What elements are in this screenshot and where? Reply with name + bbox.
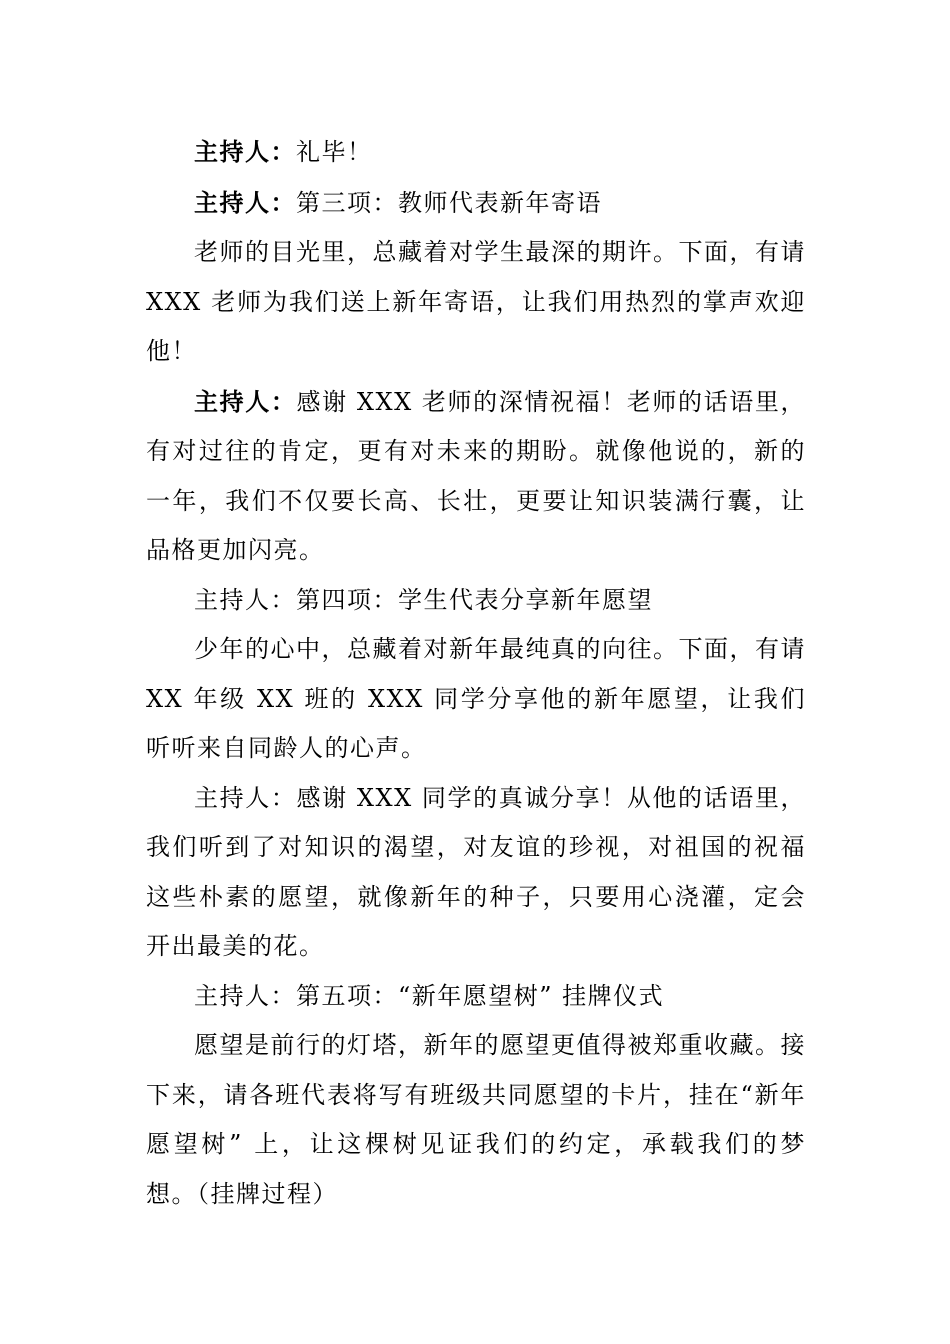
speaker-label: 主持人：: [194, 981, 296, 1010]
speaker-label: 主持人：: [194, 585, 296, 614]
speaker-label: 主持人：: [194, 386, 297, 416]
paragraph-wish-tree: [146, 1021, 806, 1219]
paragraph-text: 第四项：学生代表分享新年愿望: [296, 585, 653, 614]
paragraph-item-three: [146, 178, 806, 229]
paragraph-ceremony-complete: [146, 127, 806, 178]
paragraph-teacher-thanks: [146, 377, 806, 576]
paragraph-text: 第三项：教师代表新年寄语: [296, 188, 602, 217]
paragraph-text: 第五项：“新年愿望树” 挂牌仪式: [296, 981, 665, 1010]
paragraph-item-four: [146, 576, 806, 626]
paragraph-item-five: [146, 972, 806, 1022]
paragraph-text: 礼毕！: [296, 138, 373, 166]
paragraph-student-thanks: [146, 774, 806, 972]
paragraph-student-intro: [146, 625, 806, 774]
speaker-label: 主持人：: [194, 187, 296, 217]
paragraph-text: 感谢 XXX 同学的真诚分享！从他的话语里，我们听到了对知识的渴望，对友谊的珍视，对祖国的祝福这些朴素的愿望，就像新年的种子，只要用心浇灌，定会开出最美的花。: [146, 783, 807, 960]
speaker-label: 主持人：: [194, 783, 297, 812]
paragraph-text: 感谢 XXX 老师的深情祝福！老师的话语里，有对过往的肯定，更有对未来的期盼。就像他说的，新的一年，我们不仅要长高、长壮，更要让知识装满行囊，让品格更加闪亮。: [146, 387, 807, 564]
document-body: [146, 127, 806, 1219]
paragraph-text: 老师的目光里，总藏着对学生最深的期许。下面，有请 XXX 老师为我们送上新年寄语，让我们用热烈的掌声欢迎他！: [146, 238, 806, 365]
speaker-label: 主持人：: [194, 137, 296, 166]
paragraph-teacher-intro: [146, 228, 806, 377]
paragraph-text: 少年的心中，总藏着对新年最纯真的向往。下面，有请 XX 年级 XX 班的 XXX 同学分享他的新年愿望，让我们听听来自同龄人的心声。: [146, 635, 806, 762]
paragraph-text: 愿望是前行的灯塔，新年的愿望更值得被郑重收藏。接下来，请各班代表将写有班级共同愿望的卡片，挂在“新年愿望树” 上，让这棵树见证我们的约定，承载我们的梦想。（挂牌过程）: [146, 1031, 806, 1208]
